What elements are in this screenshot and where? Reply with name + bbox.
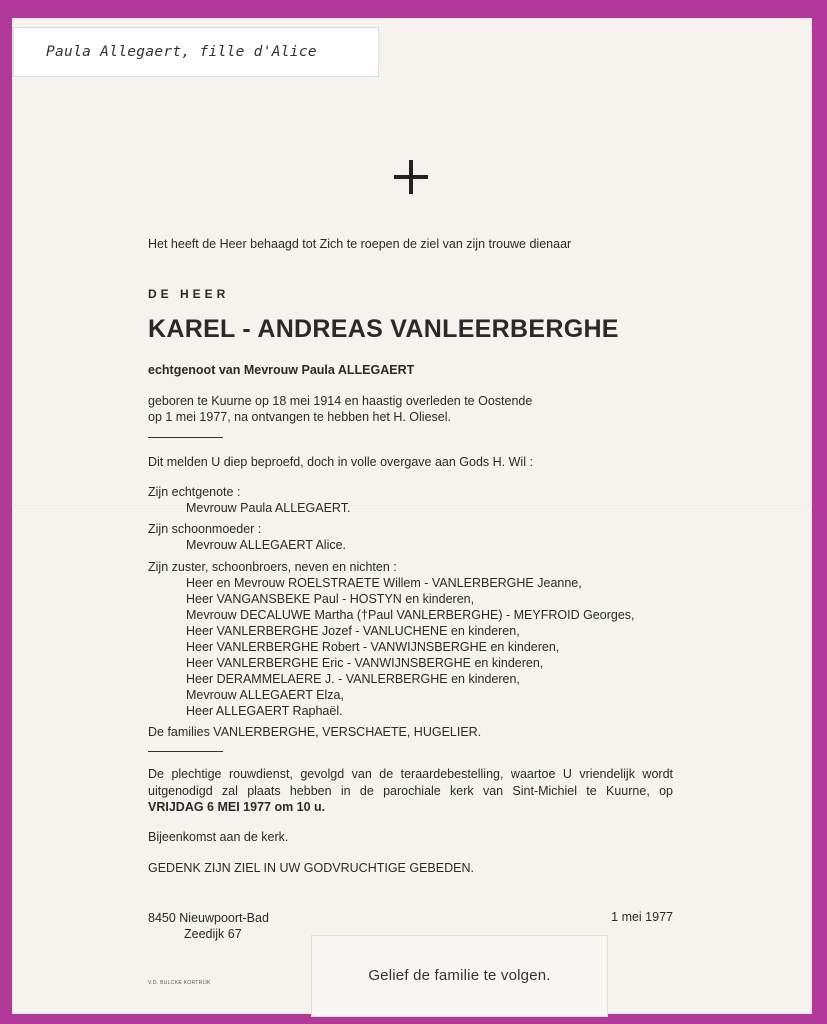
funeral-date: VRIJDAG 6 MEI 1977 om 10 u. (148, 800, 326, 814)
divider (148, 751, 223, 752)
birth-line-2: op 1 mei 1977, na ontvangen te hebben het H. Oliesel. (148, 410, 451, 424)
gathering-line: Bijeenkomst aan de kerk. (148, 830, 289, 844)
notice-date: 1 mei 1977 (611, 910, 673, 924)
relative-item: Heer VANLERBERGHE Eric - VANWIJNSBERGHE en kinderen, (186, 656, 544, 670)
funeral-line-1: De plechtige rouwdienst, gevolgd van de teraardebestelling, waartoe U vriendelijk wordt (148, 767, 673, 781)
relative-item: Heer en Mevrouw ROELSTRAETE Willem - VANLERBERGHE Jeanne, (186, 576, 582, 590)
relative-item: Heer ALLEGAERT Raphaël. (186, 704, 343, 718)
relative-item: Heer VANLERBERGHE Jozef - VANLUCHENE en kinderen, (186, 624, 520, 638)
motherinlaw-name: Mevrouw ALLEGAERT Alice. (186, 538, 347, 552)
address-line-2: Zeedijk 67 (184, 927, 242, 941)
funeral-paragraph (148, 766, 673, 816)
relative-item: Heer DERAMMELAERE J. - VANLERBERGHE en kinderen, (186, 672, 520, 686)
relative-item: Mevrouw DECALUWE Martha (†Paul VANLERBERGHE) - MEYFROID Georges, (186, 608, 635, 622)
paper-fold (12, 505, 812, 507)
handwritten-label: Paula Allegaert, fille d'Alice (14, 28, 378, 76)
birth-line-1: geboren te Kuurne op 18 mei 1914 en haastig overleden te Oostende (148, 394, 533, 408)
deceased-name: KAREL - ANDREAS VANLEERBERGHE (148, 315, 619, 343)
spouse-name: Mevrouw Paula ALLEGAERT. (186, 501, 351, 515)
title-prefix: DE HEER (148, 287, 230, 301)
printer-credit: V.D. BULCKE KORTRIJK (148, 980, 211, 986)
motherinlaw-heading: Zijn schoonmoeder : (148, 522, 262, 536)
prayer-line: GEDENK ZIJN ZIEL IN UW GODVRUCHTIGE GEBEDEN. (148, 861, 474, 875)
divider (148, 437, 223, 438)
funeral-line-2: uitgenodigd zal plaats hebben in de parochiale kerk van Sint-Michiel te Kuurne, op (148, 783, 673, 798)
intro-text: Het heeft de Heer behaagd tot Zich te roepen de ziel van zijn trouwe dienaar (148, 237, 572, 251)
spouse-heading: Zijn echtgenote : (148, 485, 241, 499)
relative-item: Heer VANGANSBEKE Paul - HOSTYN en kinderen, (186, 592, 475, 606)
announce-text: Dit melden U diep beproefd, doch in volle overgave aan Gods H. Wil : (148, 455, 533, 469)
follow-family-label: Gelief de familie te volgen. (312, 936, 607, 1016)
cross-icon (394, 160, 428, 194)
families-line: De families VANLERBERGHE, VERSCHAETE, HUGELIER. (148, 725, 482, 739)
relative-item: Heer VANLERBERGHE Robert - VANWIJNSBERGHE en kinderen, (186, 640, 560, 654)
address-line-1: 8450 Nieuwpoort-Bad (148, 911, 269, 925)
relative-item: Mevrouw ALLEGAERT Elza, (186, 688, 344, 702)
relatives-heading: Zijn zuster, schoonbroers, neven en nichten : (148, 560, 397, 574)
spouse-line: echtgenoot van Mevrouw Paula ALLEGAERT (148, 363, 415, 377)
